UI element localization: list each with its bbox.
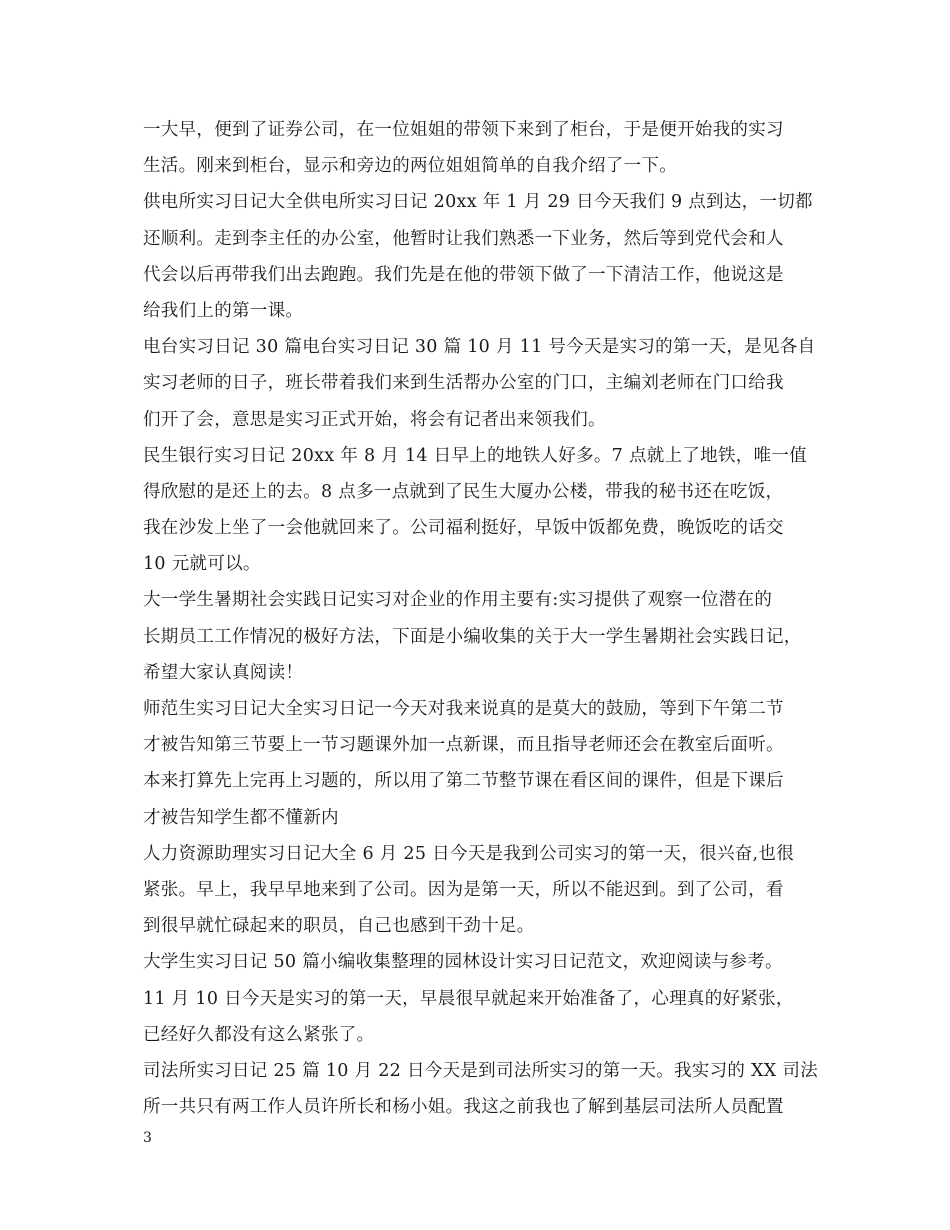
body-text <box>143 112 819 1125</box>
text-line: 才被告知第三节要上一节习题课外加一点新课，而且指导老师还会在教室后面听。 <box>143 735 784 756</box>
text-line: 们开了会，意思是实习正式开始，将会有记者出来领我们。 <box>143 409 606 430</box>
text-line: 还顺利。走到李主任的办公室，他暂时让我们熟悉一下业务，然后等到党代会和人 <box>143 228 784 249</box>
text-line: 10 元就可以。 <box>143 554 261 575</box>
text-line: 电台实习日记 30 篇电台实习日记 30 篇 10 月 11 号今天是实习的第一天，是见各自 <box>143 337 816 358</box>
text-line: 本来打算先上完再上习题的，所以用了第二节整节课在看区间的课件，但是下课后 <box>143 771 784 792</box>
text-line: 希望大家认真阅读！ <box>143 662 304 683</box>
text-line: 给我们上的第一课。 <box>143 300 304 321</box>
text-line: 长期员工工作情况的极好方法，下面是小编收集的关于大一学生暑期社会实践日记， <box>143 626 802 647</box>
text-line: 所一共只有两工作人员许所长和杨小姐。我这之前我也了解到基层司法所人员配置 <box>143 1097 784 1118</box>
text-line: 民生银行实习日记 20xx 年 8 月 14 日早上的地铁人好多。7 点就上了地铁，唯一值 <box>143 445 807 466</box>
text-line: 人力资源助理实习日记大全 6 月 25 日今天是我到公司实习的第一天，很兴奋,也很 <box>143 843 795 864</box>
text-line: 代会以后再带我们出去跑跑。我们先是在他的带领下做了一下清洁工作，他说这是 <box>143 264 784 285</box>
text-line: 大一学生暑期社会实践日记实习对企业的作用主要有:实习提供了观察一位潜在的 <box>143 590 773 611</box>
text-line: 一大早，便到了证券公司，在一位姐姐的带领下来到了柜台，于是便开始我的实习 <box>143 120 784 140</box>
page-number: 3 <box>143 1130 152 1146</box>
text-line: 实习老师的日子，班长带着我们来到生活帮办公室的门口，主编刘老师在门口给我 <box>143 373 784 394</box>
text-line: 才被告知学生都不懂新内 <box>143 807 339 828</box>
text-line: 已经好久都没有这么紧张了。 <box>143 1024 375 1045</box>
text-line: 紧张。早上，我早早地来到了公司。因为是第一天，所以不能迟到。到了公司，看 <box>143 879 784 900</box>
text-line: 生活。刚来到柜台，显示和旁边的两位姐姐简单的自我介绍了一下。 <box>143 156 677 177</box>
text-line: 到很早就忙碌起来的职员，自己也感到干劲十足。 <box>143 916 535 937</box>
text-line: 得欣慰的是还上的去。8 点多一点就到了民生大厦办公楼，带我的秘书还在吃饭， <box>143 481 784 502</box>
text-line: 我在沙发上坐了一会他就回来了。公司福利挺好，早饭中饭都免费，晚饭吃的话交 <box>143 518 784 539</box>
text-line: 供电所实习日记大全供电所实习日记 20xx 年 1 月 29 日今天我们 9 点到达，一切都 <box>143 192 813 213</box>
text-line: 11 月 10 日今天是实习的第一天，早晨很早就起来开始准备了，心理真的好紧张， <box>143 988 794 1009</box>
text-line: 师范生实习日记大全实习日记一今天对我来说真的是莫大的鼓励，等到下午第二节 <box>143 699 784 719</box>
text-line: 大学生实习日记 50 篇小编收集整理的园林设计实习日记范文，欢迎阅读与参考。 <box>143 952 783 973</box>
text-line: 司法所实习日记 25 篇 10 月 22 日今天是到司法所实习的第一天。我实习的 XX 司法 <box>143 1060 819 1081</box>
